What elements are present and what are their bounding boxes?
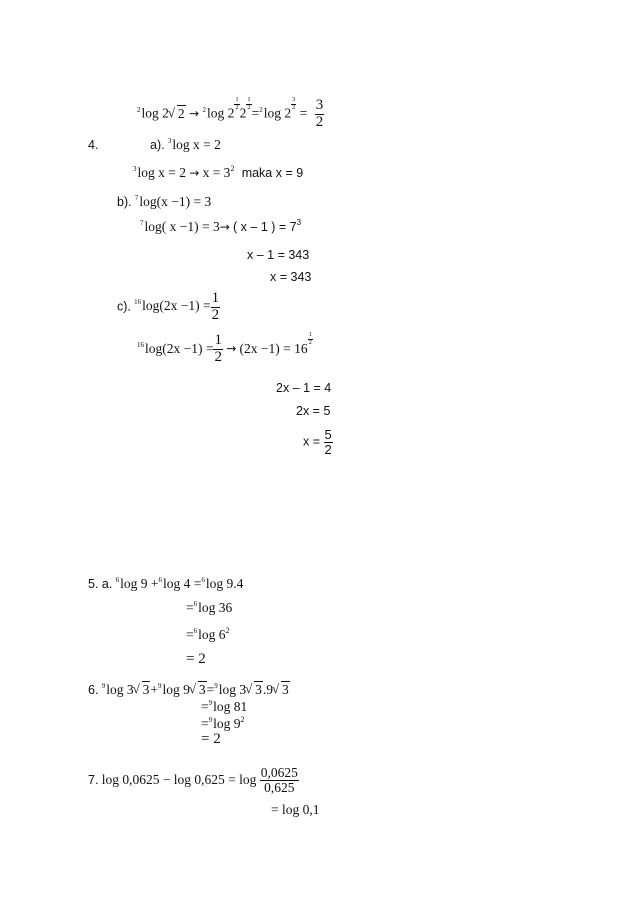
problem-6-step-1: =$^9$log 81 [201,699,248,714]
problem-4c-heading: c). $^{16}$log(2x −1) = $\frac{1}{2}$ [117,290,220,323]
problem-7-heading: 7. log 0,0625 − log 0,625 = log $\frac{0,0625}{0,625}$ [88,765,298,796]
problem-6-result: = 2 [201,731,221,747]
problem-5-step-2: =$^6$log $6^2$ [186,626,230,642]
problem-4c-solution: $^{16}$log(2x −1) = $\frac{1}{2}$ → (2x −1) = 16 $\frac{1}{2}$ [137,331,312,365]
problem-7-step-1: = log 0,1 [271,802,320,817]
problem-4b-solution: $^7$log( x −1) = 3→ ( x – 1 ) = $7^3$ [140,218,302,234]
fraction: $\frac{0,0625}{0,625}$ [260,765,298,796]
problem-4a-solution: $^3$log $x = 2 \to x = 3^2$ maka x = 9 [133,164,304,180]
problem-6-heading: 6. $^9$log 3√ 3+$^9$log 9√ 3=$^9$log 3√ 3.9√ 3 [88,683,290,697]
problem-4b-step-2: x – 1 = 343 [247,248,310,262]
problem-5-heading: 5. a. $^6$log 9 +$^6$log 4 =$^6$log 9.4 [88,576,244,591]
problem-4b-step-3: x = 343 [270,270,312,284]
problem-6-step-2: =$^9$log $9^2$ [201,715,245,731]
fraction: $\frac{1}{2}$ [214,332,222,365]
problem-4a-heading: a). $^3$log x = 2 [150,137,221,152]
fraction: $\frac{1}{2}$ [211,290,220,323]
problem-5-result: = 2 [186,651,206,667]
problem-4c-step-3: 2x = 5 [296,404,331,418]
fraction: $\frac{5}{2}$ [324,427,332,457]
fraction: $\frac{3}{2}$ [315,97,324,130]
problem-4-number: 4. [88,138,99,152]
problem-4c-step-2: 2x – 1 = 4 [276,381,332,395]
equation-line-1: $^2$log 2√ 2 → $^2$log 2 $\frac{1}{2}$ 2 $\frac{1}{2}$ =$^2$log 2 $\frac{3}{2}$ = $\frac{3}{2}$ [137,97,324,131]
problem-5-step-1: =$^6$log 36 [186,600,233,615]
problem-4c-step-4: x = $\frac{5}{2}$ [303,427,332,457]
problem-4b-heading: b). $^7$log(x −1) = 3 [117,194,212,209]
